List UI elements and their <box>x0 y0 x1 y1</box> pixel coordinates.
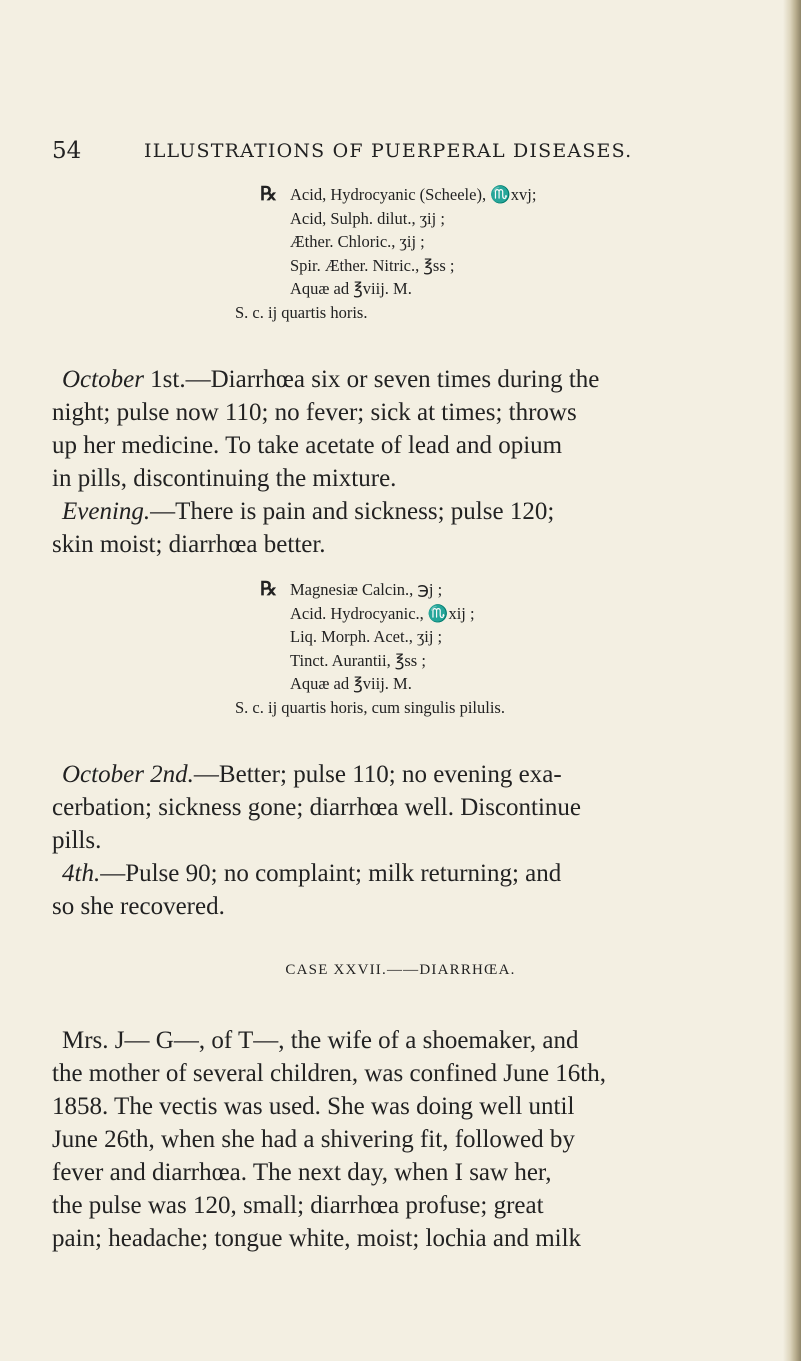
prescription-line: Spir. Æther. Nitric., ℥ss ; <box>290 255 455 275</box>
case-text-line: Mrs. J— G—, of T—, the wife of a shoemaker, and <box>62 1027 579 1054</box>
case-paragraph <box>52 1024 762 1255</box>
prescription-line: Tinct. Aurantii, ℥ss ; <box>290 650 426 670</box>
entry-text-line: —Better; pulse 110; no evening exa- <box>193 761 562 788</box>
entry-text-line: —Pulse 90; no complaint; milk returning; and <box>100 860 562 887</box>
entry-october-2 <box>52 758 762 923</box>
prescription-line: Aquæ ad ℥viij. M. <box>290 674 412 693</box>
entry-text-line: pills. <box>52 827 102 854</box>
case-text-line: fever and diarrhœa. The next day, when I saw her, <box>52 1159 552 1186</box>
case-text-line: the mother of several children, was confined June 16th, <box>52 1060 606 1087</box>
page-edge-shadow <box>783 0 801 1361</box>
prescription-2 <box>235 578 505 719</box>
prescription-signa: S. c. ij quartis horis. <box>235 302 368 322</box>
evening-label: Evening. <box>62 498 151 525</box>
prescription-line: Acid, Sulph. dilut., ʒij ; <box>290 208 445 228</box>
entry-text-line: night; pulse now 110; no fever; sick at times; throws <box>52 399 577 426</box>
case-text-line: June 26th, when she had a shivering fit, followed by <box>52 1126 575 1153</box>
running-title: ILLUSTRATIONS OF PUERPERAL DISEASES. <box>144 140 633 162</box>
recipe-symbol: ℞ <box>260 579 278 600</box>
entry-text-line: cerbation; sickness gone; diarrhœa well. Discontinue <box>52 794 582 821</box>
entry-october-1 <box>52 363 762 561</box>
fourth-label: 4th. <box>62 860 101 887</box>
prescription-line: Magnesiæ Calcin., ℈j ; <box>290 580 443 599</box>
entry-text-line: —There is pain and sickness; pulse 120; <box>150 498 555 525</box>
case-text-line: 1858. The vectis was used. She was doing well until <box>52 1093 575 1120</box>
prescription-line: Acid. Hydrocyanic., ♏xij ; <box>290 603 475 623</box>
case-text-line: pain; headache; tongue white, moist; lochia and milk <box>52 1225 582 1252</box>
case-text-line: the pulse was 120, small; diarrhœa profuse; great <box>52 1192 544 1219</box>
entry-text-line: up her medicine. To take acetate of lead and opium <box>52 432 563 459</box>
prescription-line: Æther. Chloric., ʒij ; <box>290 232 425 251</box>
prescription-1 <box>235 183 537 324</box>
entry-date: October <box>62 761 144 788</box>
case-heading: CASE XXVII.——DIARRHŒA. <box>285 962 516 978</box>
entry-date-ordinal: 1st. <box>150 366 186 393</box>
page-number: 54 <box>52 138 82 164</box>
recipe-symbol: ℞ <box>260 184 278 205</box>
entry-text-line: in pills, discontinuing the mixture. <box>52 465 397 492</box>
entry-text-line: so she recovered. <box>52 893 225 920</box>
entry-text-line: skin moist; diarrhœa better. <box>52 531 326 558</box>
prescription-line: Liq. Morph. Acet., ʒij ; <box>290 627 443 646</box>
entry-date: October <box>62 366 144 393</box>
entry-date-ordinal: 2nd. <box>150 761 194 788</box>
prescription-line: Aquæ ad ℥viij. M. <box>290 279 412 298</box>
entry-text-line: —Diarrhœa six or seven times during the <box>185 366 600 393</box>
prescription-line: Acid, Hydrocyanic (Scheele), ♏xvj; <box>290 185 537 204</box>
page-header <box>52 138 741 168</box>
prescription-signa: S. c. ij quartis horis, cum singulis pilulis. <box>235 697 505 717</box>
